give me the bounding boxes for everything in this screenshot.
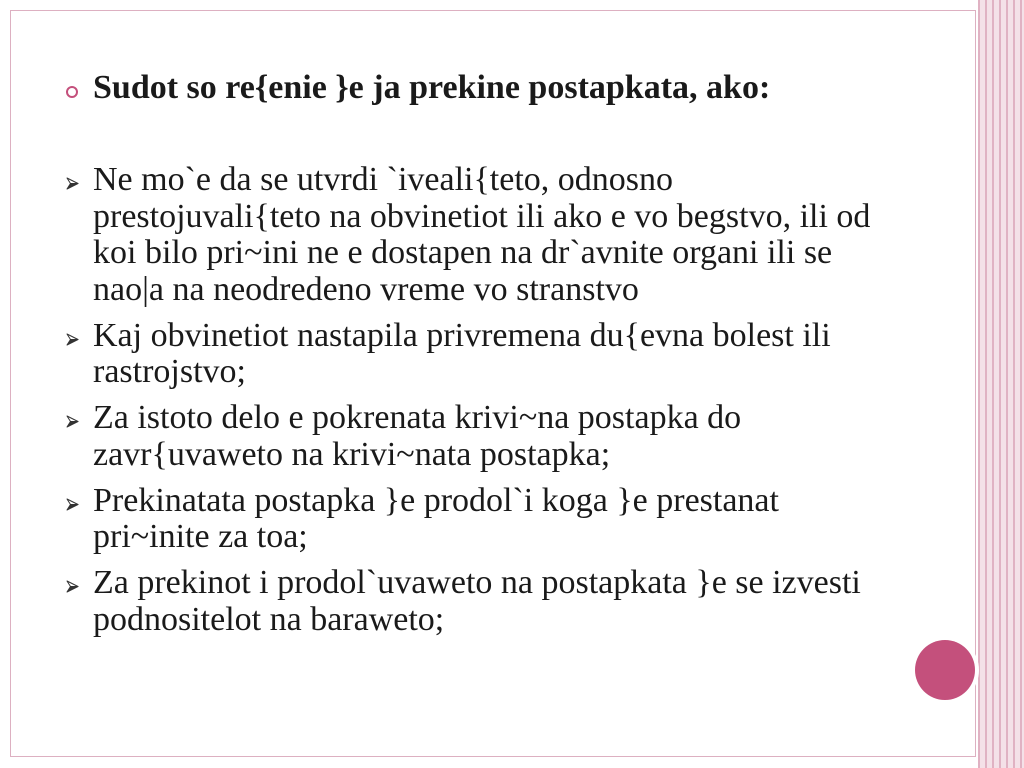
list-item-line: Za prekinot i prodol`uvaweto na postapkata }e se izvesti bbox=[93, 563, 861, 601]
heading-row bbox=[0, 70, 970, 107]
list-item-text bbox=[93, 565, 970, 638]
list-item-line: Kaj obvinetiot nastapila privremena du{evna bolest ili bbox=[93, 316, 831, 354]
list-item bbox=[0, 400, 970, 473]
arrow-bullet-icon bbox=[66, 580, 79, 593]
list-item bbox=[0, 162, 970, 309]
bullet-list bbox=[0, 162, 970, 638]
list-item-line: podnositelot na baraweto; bbox=[93, 600, 445, 638]
arrow-bullet-icon bbox=[66, 333, 79, 346]
list-item-line: zavr{uvaweto na krivi~nata postapka; bbox=[93, 435, 611, 473]
list-item-line: Ne mo`e da se utvrdi `iveali{teto, odnosno bbox=[93, 161, 674, 198]
arrow-bullet-icon bbox=[66, 177, 79, 190]
list-item-line: rastrojstvo; bbox=[93, 353, 246, 391]
list-item-line: Za istoto delo e pokrenata krivi~na postapka do bbox=[93, 399, 742, 437]
list-item bbox=[0, 483, 970, 556]
slide-heading: Sudot so re{enie }e ja prekine postapkata, ako: bbox=[93, 69, 771, 106]
list-item-text bbox=[93, 400, 970, 473]
decorative-circle bbox=[915, 640, 975, 700]
arrow-bullet-icon bbox=[66, 498, 79, 511]
circle-bullet-icon bbox=[66, 86, 78, 98]
list-item-line: Prekinatata postapka }e prodol`i koga }e prestanat bbox=[93, 481, 779, 519]
list-item-text bbox=[93, 483, 970, 556]
list-item-text bbox=[93, 162, 970, 309]
right-stripe-band bbox=[978, 0, 1024, 768]
list-item-line: prestojuvali{teto na obvinetiot ili ako e vo begstvo, ili od bbox=[93, 197, 871, 235]
list-item-line: pri~inite za toa; bbox=[93, 518, 308, 556]
list-item bbox=[0, 565, 970, 638]
list-item-text bbox=[93, 318, 970, 391]
list-item-line: nao|a na neodredeno vreme vo stranstvo bbox=[93, 271, 639, 309]
arrow-bullet-icon bbox=[66, 415, 79, 428]
list-item-line: koi bilo pri~ini ne e dostapen na dr`avnite organi ili se bbox=[93, 234, 833, 272]
list-item bbox=[0, 318, 970, 391]
